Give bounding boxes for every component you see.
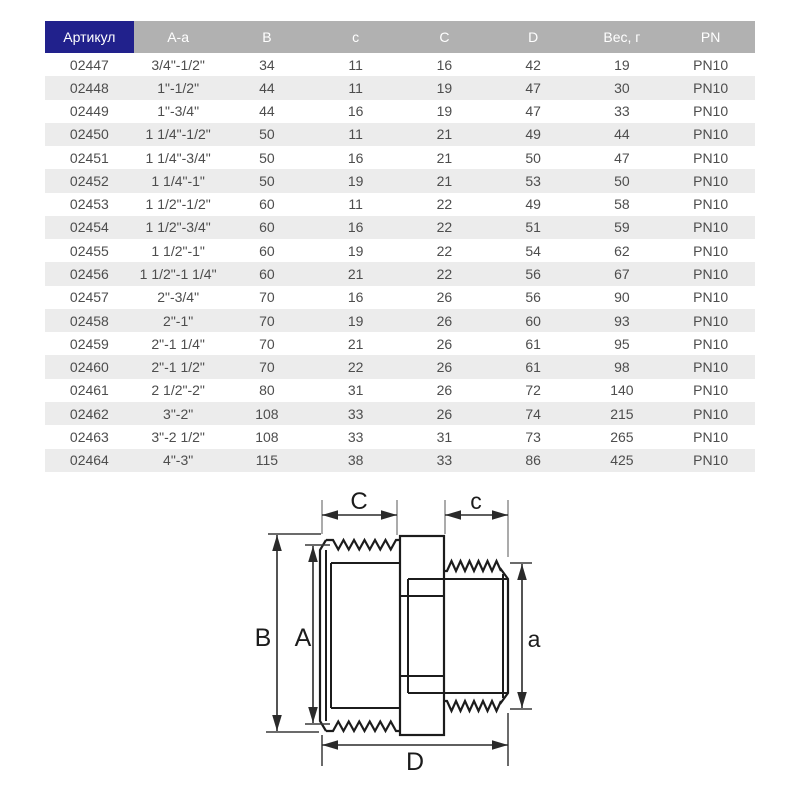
table-cell: 50 <box>223 123 312 146</box>
table-cell: 60 <box>223 216 312 239</box>
table-cell: 16 <box>311 146 400 169</box>
table-cell: PN10 <box>666 425 755 448</box>
table-cell: 1 1/2"-1" <box>134 239 223 262</box>
table-cell: 49 <box>489 193 578 216</box>
dim-label-C: C <box>350 488 368 515</box>
table-cell: 44 <box>223 76 312 99</box>
table-row <box>45 123 755 146</box>
table-cell: 34 <box>223 53 312 76</box>
table-cell: 70 <box>223 332 312 355</box>
table-cell: 50 <box>489 146 578 169</box>
table-cell: 42 <box>489 53 578 76</box>
table-row <box>45 332 755 355</box>
table-row <box>45 53 755 76</box>
table-cell: 02459 <box>45 332 134 355</box>
table-cell: 19 <box>311 309 400 332</box>
table-cell: 02450 <box>45 123 134 146</box>
header-row <box>45 21 755 53</box>
table-cell: 02464 <box>45 449 134 472</box>
dim-label-a: a <box>527 626 541 652</box>
table-cell: PN10 <box>666 193 755 216</box>
table-cell: 3/4"-1/2" <box>134 53 223 76</box>
table-row <box>45 76 755 99</box>
table-cell: 60 <box>489 309 578 332</box>
table-row <box>45 286 755 309</box>
table-cell: 1 1/2"-3/4" <box>134 216 223 239</box>
table-cell: 51 <box>489 216 578 239</box>
table-cell: 265 <box>578 425 667 448</box>
column-header: D <box>489 21 578 53</box>
table-cell: 98 <box>578 355 667 378</box>
table-cell: 62 <box>578 239 667 262</box>
table-row <box>45 216 755 239</box>
table-cell: 26 <box>400 355 489 378</box>
table-cell: 26 <box>400 309 489 332</box>
male-thread-body <box>444 561 508 711</box>
table-cell: 90 <box>578 286 667 309</box>
table-cell: 16 <box>311 286 400 309</box>
table-cell: 60 <box>223 262 312 285</box>
table-cell: PN10 <box>666 262 755 285</box>
table-cell: PN10 <box>666 146 755 169</box>
table-cell: 80 <box>223 379 312 402</box>
table-cell: 02460 <box>45 355 134 378</box>
table-cell: 31 <box>400 425 489 448</box>
table-cell: 49 <box>489 123 578 146</box>
table-cell: 50 <box>223 169 312 192</box>
table-cell: 47 <box>578 146 667 169</box>
table-cell: 115 <box>223 449 312 472</box>
table-row <box>45 262 755 285</box>
table-cell: 58 <box>578 193 667 216</box>
table-cell: 02463 <box>45 425 134 448</box>
dim-label-c: c <box>470 488 482 514</box>
fitting-diagram <box>200 478 600 800</box>
table-cell: 108 <box>223 402 312 425</box>
table-cell: 2"-1" <box>134 309 223 332</box>
table-cell: 11 <box>311 193 400 216</box>
table-cell: 21 <box>311 262 400 285</box>
table-row <box>45 449 755 472</box>
table-cell: 26 <box>400 379 489 402</box>
table-cell: PN10 <box>666 123 755 146</box>
table-cell: 33 <box>578 100 667 123</box>
table-cell: 02454 <box>45 216 134 239</box>
dim-label-D: D <box>405 748 425 776</box>
table-cell: 11 <box>311 53 400 76</box>
table-cell: 86 <box>489 449 578 472</box>
table-cell: 22 <box>400 216 489 239</box>
table-cell: 33 <box>311 402 400 425</box>
table-cell: 19 <box>578 53 667 76</box>
dim-label-A: A <box>294 624 312 652</box>
table-cell: 19 <box>311 239 400 262</box>
table-row <box>45 100 755 123</box>
table-cell: PN10 <box>666 332 755 355</box>
table-cell: PN10 <box>666 379 755 402</box>
table-cell: 95 <box>578 332 667 355</box>
column-header: PN <box>666 21 755 53</box>
table-cell: PN10 <box>666 53 755 76</box>
table-cell: 47 <box>489 100 578 123</box>
table-cell: 61 <box>489 355 578 378</box>
table-cell: PN10 <box>666 169 755 192</box>
table-cell: 22 <box>400 193 489 216</box>
table-cell: 1 1/4"-1/2" <box>134 123 223 146</box>
table-cell: PN10 <box>666 309 755 332</box>
table-row <box>45 379 755 402</box>
table-cell: 11 <box>311 76 400 99</box>
column-header: B <box>223 21 312 53</box>
table-row <box>45 146 755 169</box>
table-cell: 1 1/2"-1/2" <box>134 193 223 216</box>
table-cell: 140 <box>578 379 667 402</box>
column-header: c <box>311 21 400 53</box>
table-row <box>45 355 755 378</box>
table-cell: 1 1/4"-3/4" <box>134 146 223 169</box>
table-body <box>45 53 755 472</box>
table-cell: 425 <box>578 449 667 472</box>
table-cell: PN10 <box>666 286 755 309</box>
table-cell: 26 <box>400 286 489 309</box>
table-cell: 56 <box>489 262 578 285</box>
table-cell: PN10 <box>666 355 755 378</box>
table-cell: 215 <box>578 402 667 425</box>
table-cell: 16 <box>311 100 400 123</box>
table-cell: 22 <box>400 262 489 285</box>
table-cell: 1"-1/2" <box>134 76 223 99</box>
table-cell: 11 <box>311 123 400 146</box>
column-header: Артикул <box>45 21 134 53</box>
table-cell: 44 <box>578 123 667 146</box>
table-cell: 02455 <box>45 239 134 262</box>
table-cell: PN10 <box>666 100 755 123</box>
column-header: A-a <box>134 21 223 53</box>
table-cell: 72 <box>489 379 578 402</box>
table-cell: 16 <box>311 216 400 239</box>
table-cell: PN10 <box>666 216 755 239</box>
table-cell: 02462 <box>45 402 134 425</box>
table-cell: 70 <box>223 309 312 332</box>
table-cell: 22 <box>311 355 400 378</box>
table-cell: 50 <box>223 146 312 169</box>
table-cell: 02461 <box>45 379 134 402</box>
table-cell: 33 <box>311 425 400 448</box>
table-cell: 2"-1 1/4" <box>134 332 223 355</box>
table-cell: 02448 <box>45 76 134 99</box>
table-cell: 02449 <box>45 100 134 123</box>
table-cell: 73 <box>489 425 578 448</box>
table-row <box>45 402 755 425</box>
column-header: Вес, г <box>578 21 667 53</box>
table-cell: 56 <box>489 286 578 309</box>
table-row <box>45 169 755 192</box>
table-cell: 21 <box>400 169 489 192</box>
table-cell: 2 1/2"-2" <box>134 379 223 402</box>
table-cell: 1"-3/4" <box>134 100 223 123</box>
table-cell: 54 <box>489 239 578 262</box>
table-cell: 02447 <box>45 53 134 76</box>
table-cell: 21 <box>400 146 489 169</box>
table-cell: 16 <box>400 53 489 76</box>
table-cell: 02452 <box>45 169 134 192</box>
table-cell: 108 <box>223 425 312 448</box>
table-cell: PN10 <box>666 76 755 99</box>
table-cell: 2"-1 1/2" <box>134 355 223 378</box>
table-cell: 26 <box>400 402 489 425</box>
column-header: C <box>400 21 489 53</box>
table-cell: 59 <box>578 216 667 239</box>
table-row <box>45 425 755 448</box>
table-cell: 02457 <box>45 286 134 309</box>
table-cell: 4"-3" <box>134 449 223 472</box>
table-cell: 31 <box>311 379 400 402</box>
table-row <box>45 193 755 216</box>
table-cell: 60 <box>223 239 312 262</box>
table-cell: 61 <box>489 332 578 355</box>
table-cell: 50 <box>578 169 667 192</box>
table-cell: 02451 <box>45 146 134 169</box>
table-cell: 3"-2" <box>134 402 223 425</box>
table-cell: 19 <box>400 76 489 99</box>
table-row <box>45 239 755 262</box>
table-cell: 19 <box>400 100 489 123</box>
table-cell: 1 1/4"-1" <box>134 169 223 192</box>
table-cell: 02458 <box>45 309 134 332</box>
table-cell: 67 <box>578 262 667 285</box>
table-cell: 21 <box>311 332 400 355</box>
table-cell: 21 <box>400 123 489 146</box>
table-cell: 30 <box>578 76 667 99</box>
table-cell: 74 <box>489 402 578 425</box>
table-cell: 44 <box>223 100 312 123</box>
table-cell: 70 <box>223 355 312 378</box>
table-cell: 93 <box>578 309 667 332</box>
dim-label-B: B <box>254 624 272 652</box>
table-cell: 60 <box>223 193 312 216</box>
table-cell: PN10 <box>666 449 755 472</box>
table-row <box>45 309 755 332</box>
table-cell: PN10 <box>666 239 755 262</box>
table-cell: 38 <box>311 449 400 472</box>
table-cell: 70 <box>223 286 312 309</box>
table-cell: PN10 <box>666 402 755 425</box>
table-header <box>45 21 755 53</box>
table-cell: 47 <box>489 76 578 99</box>
table-cell: 2"-3/4" <box>134 286 223 309</box>
spec-table <box>45 21 755 472</box>
table-cell: 19 <box>311 169 400 192</box>
table-cell: 02453 <box>45 193 134 216</box>
table-cell: 53 <box>489 169 578 192</box>
table-cell: 33 <box>400 449 489 472</box>
table-cell: 26 <box>400 332 489 355</box>
table-cell: 02456 <box>45 262 134 285</box>
table-cell: 22 <box>400 239 489 262</box>
table-cell: 1 1/2"-1 1/4" <box>134 262 223 285</box>
female-thread-body <box>320 540 400 731</box>
table-cell: 3"-2 1/2" <box>134 425 223 448</box>
